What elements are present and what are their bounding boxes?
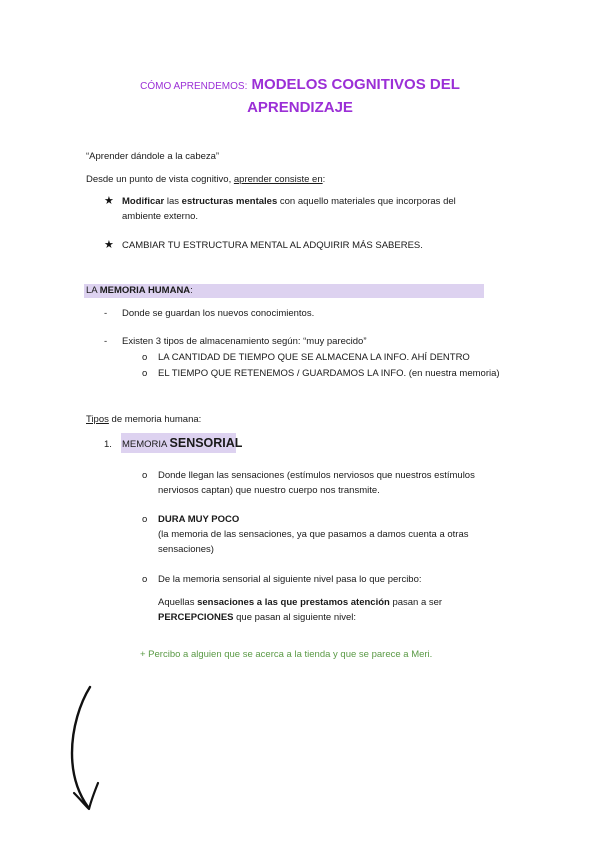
page-title-line1 <box>0 76 600 93</box>
star-item-1-bold2: estructuras mentales <box>181 196 278 207</box>
circle-marker: o <box>142 352 148 363</box>
tipos-rest: de memoria humana: <box>108 414 202 425</box>
sensorial-item-3: De la memoria sensorial al siguiente nivel pasa lo que percibo: <box>158 574 422 585</box>
sensorial-item-2-line3: sensaciones) <box>158 544 214 555</box>
circle-marker: o <box>142 514 148 525</box>
sensorial-item-2-bold: DURA MUY POCO <box>158 514 240 525</box>
numbered-heading <box>122 435 242 453</box>
intro-line <box>86 172 325 187</box>
tipos-heading <box>86 412 201 427</box>
title-prefix: CÓMO APRENDEMOS: <box>140 81 248 92</box>
para2-bold: PERCEPCIONES <box>158 612 234 623</box>
section-memoria-pre: LA <box>86 285 100 296</box>
sensorial-item-1 <box>158 468 498 498</box>
star-item-1-line2: ambiente externo. <box>122 211 199 222</box>
title-main-line2: APRENDIZAJE <box>247 99 353 116</box>
numbered-marker: 1. <box>104 439 112 450</box>
dash-marker: - <box>104 336 108 347</box>
hand-drawn-down-arrow-icon <box>60 683 110 818</box>
quote-text: “Aprender dándole a la cabeza” <box>86 151 220 162</box>
circle-marker: o <box>142 470 148 481</box>
circle-marker: o <box>142 368 148 379</box>
numbered-small: MEMORIA <box>122 439 170 450</box>
star-item-1-text2: con aquello materiales que incorporas del <box>277 196 456 207</box>
para2-rest: que pasan al siguiente nivel: <box>233 612 357 623</box>
sensorial-item-2 <box>158 512 498 557</box>
intro-before: Desde un punto de vista cognitivo, <box>86 174 234 185</box>
para-bold: sensaciones a las que prestamos atención <box>197 597 390 608</box>
intro-after: : <box>322 174 326 185</box>
section-memoria-heading <box>86 284 193 298</box>
tipos-underlined: Tipos <box>86 414 109 425</box>
sensorial-item-2-line2: (la memoria de las sensaciones, ya que pasamos a damos cuenta a otras <box>158 529 469 540</box>
dash-marker: - <box>104 308 108 319</box>
numbered-big: SENSORIAL <box>169 436 243 450</box>
star-item-2: CAMBIAR TU ESTRUCTURA MENTAL AL ADQUIRIR MÁS SABERES. <box>122 240 423 251</box>
dash-item-1: Donde se guardan los nuevos conocimientos. <box>122 308 315 319</box>
star-bullet-icon: ★ <box>104 195 114 207</box>
sub-item-1: LA CANTIDAD DE TIEMPO QUE SE ALMACENA LA INFO. AHÍ DENTRO <box>158 352 470 363</box>
section-memoria-post: : <box>190 285 193 296</box>
example-text: + Percibo a alguien que se acerca a la tienda y que se parece a Meri. <box>140 649 433 660</box>
sensorial-item-1-line2: nerviosos captan) que nuestro cuerpo nos transmite. <box>158 485 380 496</box>
star-item-1 <box>122 194 502 224</box>
sensorial-paragraph <box>158 595 498 625</box>
star-bullet-icon: ★ <box>104 239 114 251</box>
star-item-1-bold: Modificar <box>122 196 165 207</box>
dash-item-2: Existen 3 tipos de almacenamiento según: “muy parecido” <box>122 336 367 347</box>
sub-item-2: EL TIEMPO QUE RETENEMOS / GUARDAMOS LA INFO. (en nuestra memoria) <box>158 368 500 379</box>
sensorial-item-1-line1: Donde llegan las sensaciones (estímulos nerviosos que nuestros estímulos <box>158 470 475 481</box>
circle-marker: o <box>142 574 148 585</box>
title-main-line1: MODELOS COGNITIVOS DEL <box>251 76 460 93</box>
section-memoria-bold: MEMORIA HUMANA <box>99 285 191 296</box>
intro-underlined: aprender consiste en <box>233 174 323 185</box>
para-post: pasan a ser <box>389 597 443 608</box>
star-item-1-text1: las <box>164 196 182 207</box>
para-pre: Aquellas <box>158 597 198 608</box>
